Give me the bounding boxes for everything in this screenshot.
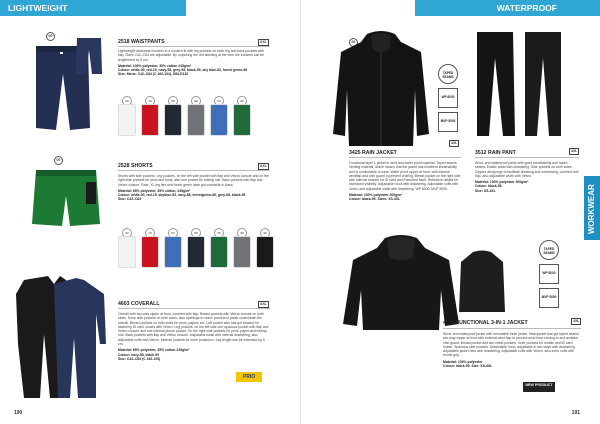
material-text: Material: 100% polyester 200g/m² xyxy=(349,193,403,198)
color-code-dot: 00 xyxy=(122,228,132,238)
color-variant-thumb xyxy=(233,104,251,136)
material-text: Material: 65% polyester, 35% cotton 245g/m² xyxy=(118,348,190,353)
description-text: Functional layer 1 jacket in wind and water proof material. Taped seams. Venting material, which means that the jacket has excellent breathability and is comfortable to wear. Water proof zipper at front, with internal windflap and chin guard to prevent chafing. Breast pocket on the right side with internal bracket for ID card and Extended back. Reflective details for increased visibility. Adjustable hood with drawstring. Adjustable cuffs with Velcro and adjustable waist with drawstring. WP 8000, MVP 5000. xyxy=(349,161,461,191)
product-title: 3512 RAIN PANT xyxy=(475,150,516,156)
functional-jacket-image xyxy=(341,234,463,330)
product-description xyxy=(349,161,463,202)
prio-badge: PRIO xyxy=(236,372,262,382)
rain-jacket-image xyxy=(331,30,431,148)
material-text: Material: 100% polyester xyxy=(443,359,483,364)
size-badge: 4XL xyxy=(573,319,580,323)
category-band xyxy=(0,0,186,16)
color-code-dot: 66 xyxy=(214,228,224,238)
description-text: Overall with two-way zipper at front, covered with flap. Breast pockets with Velcro closure on both sides. Deep side pockets on both sides, also openings to reach pockets in pants underneath the overall. Breast pockets on both sides for pens, papers etc. Left pocket also has got bracket for fastening ID card, closes with Velcro. Leg pockets, on the left side one spacious pocket with flap and Velcro closure and one internal phone pocket. On the right side pockets for pens, paper and folding rule. Back pockets with flap and Velcro closure. Adjustable waist with internal drawstring, also adjustable cuffs with Velcro. Internal pockets for knee protection. Leg length can be extended by 5 cm. xyxy=(118,312,269,347)
description-text: Wind- and waterproof pants with good breathability and taped seams. Elastic waist with drawstring. Side pockets on both sides. Zippers along legs to facilitate dressing and undressing, covered with flap, also adjustable width with Velcro. xyxy=(475,161,579,178)
color-variant-thumb xyxy=(187,104,205,136)
color-variant-thumb xyxy=(233,236,251,268)
divider xyxy=(475,157,579,158)
color-code-dot: 19 xyxy=(145,228,155,238)
color-code-dot: 66 xyxy=(237,96,247,106)
colour-text: Colour: black-99. Size: XS-4XL xyxy=(443,364,493,369)
color-code-dot: 58 xyxy=(191,228,201,238)
colour-text: Colour: navy-58, black-99 xyxy=(118,352,160,357)
product-title: 3425 RAIN JACKET xyxy=(349,150,397,156)
divider xyxy=(118,170,270,171)
size-text: Size: C42–C64 (C 162-194) xyxy=(118,356,161,361)
product-description xyxy=(118,49,270,77)
color-variant-thumb xyxy=(210,104,228,136)
product-description xyxy=(118,174,270,202)
waistpants-back-image xyxy=(74,36,104,76)
colour-text: Colour: black-99. Sizes: XS-4XL xyxy=(349,197,401,202)
material-text: Material: 100% polyester, 35% cotton 245g/m² xyxy=(118,63,192,68)
rain-pant-image xyxy=(473,28,565,140)
inner-jacket-image xyxy=(457,250,507,316)
shorts-image xyxy=(30,166,102,230)
color-variant-thumb xyxy=(118,104,136,136)
taped-seams-icon: TAPED SEAMS xyxy=(438,64,458,84)
color-code-dot: 99 xyxy=(260,228,270,238)
breathability-icon: MVP 5000 xyxy=(539,288,559,308)
product-description xyxy=(443,332,581,368)
waterproof-icon: WP 8000 xyxy=(438,88,458,108)
page-number: 190 xyxy=(14,410,23,416)
color-variant-thumb xyxy=(118,236,136,268)
product-title: 4424 FUNCTIONAL 3-IN-1 JACKET xyxy=(443,320,528,326)
side-tab xyxy=(584,176,600,240)
divider xyxy=(118,46,270,47)
color-code-dot: 00 xyxy=(122,96,132,106)
size-text: Size: Mens: C42–C64 (C 162-194), D84-D120 xyxy=(118,72,189,77)
divider xyxy=(349,157,461,158)
color-code-dot: 58 xyxy=(168,96,178,106)
material-text: Material: 65% polyester, 35% cotton, 245g/m² xyxy=(118,188,191,193)
color-code-dot: 98 xyxy=(237,228,247,238)
color-code-dot: 53 xyxy=(168,228,178,238)
product-tag: 00 xyxy=(349,38,358,47)
product-title: 2528 SHORTS xyxy=(118,163,153,169)
size-badge: XXL xyxy=(260,40,267,44)
size-badge: XXL xyxy=(260,302,267,306)
product-tag: 00 xyxy=(54,156,63,165)
divider xyxy=(443,328,581,329)
size-badge: 4XL xyxy=(451,141,458,145)
color-variant-thumb xyxy=(141,236,159,268)
divider xyxy=(118,308,270,309)
taped-seams-icon: TAPED SEAMS xyxy=(539,240,559,260)
size-text: Size: C42–C64 xyxy=(118,197,142,202)
color-variant-thumb xyxy=(256,236,274,268)
breathability-icon: MVP 5000 xyxy=(438,112,458,132)
size-badge: 4XL xyxy=(571,149,578,153)
colour-text: Colour: black-99. xyxy=(475,184,503,189)
color-variant-thumb xyxy=(164,104,182,136)
product-description xyxy=(118,312,270,361)
coverall-image xyxy=(14,274,110,402)
right-page xyxy=(300,0,600,424)
color-code-dot: 53 xyxy=(214,96,224,106)
size-text: Size: XS-4XL xyxy=(475,188,496,193)
product-title: 2518 WAISTPANTS xyxy=(118,39,165,45)
colour-text: Colour: white-00, red-19, skyblue-53, navy-58, forestgreen-66, grey-98, black-99 xyxy=(118,193,246,198)
product-tag: 00 xyxy=(46,32,55,41)
page-number: 191 xyxy=(571,410,580,416)
color-code-dot: 19 xyxy=(145,96,155,106)
product-description xyxy=(475,161,579,193)
material-text: Material: 100% polyester 200g/m² xyxy=(475,180,529,185)
color-variant-thumb xyxy=(164,236,182,268)
description-text: Wind- and waterproof jacket with removable inner jacket. Main jacket has got taped seams, two-way zipper at front with external wind flap to prevent wind from coming in and ambient chin guard. Breast pocket and two chest pockets. Inner pockets for mobile and ID card holder. Spacious side pockets. Detachable hood, adjustable in two ways with drawstring. Adjustable jacket hem with drawstring. Adjustable cuffs with Velcro, also inner cuffs with thumb grip. xyxy=(443,332,580,358)
description-text: Lightweight workwear trousers in a modern fit with leg pockets on each leg and back pockets with flap. Sizes C42–C64 are adjustable. By unpicking the red stitching at the hem the trousers can be lengthened by 5 cm. xyxy=(118,49,265,62)
product-title: 4603 COVERALL xyxy=(118,301,160,307)
color-variant-thumb xyxy=(210,236,228,268)
waterproof-icon: WP 8000 xyxy=(539,264,559,284)
category-title: WATERPROOF xyxy=(496,3,557,13)
colour-text: Colour: white-00, red-19, navy-58, grey-98, black-99, sky blue-53, forest green-66 xyxy=(118,68,248,73)
size-badge: XXL xyxy=(260,164,267,168)
side-tab-label: WORKWEAR xyxy=(587,184,596,234)
color-variant-thumb xyxy=(141,104,159,136)
color-variant-thumb xyxy=(187,236,205,268)
category-band xyxy=(415,0,600,16)
new-product-badge: NEW PRODUCT xyxy=(523,382,555,392)
color-code-dot: 98 xyxy=(191,96,201,106)
category-title: LIGHTWEIGHT xyxy=(8,3,68,13)
description-text: Shorts with side pockets. Leg pockets, on the left side pocket with flap and Velcro closure and on the right side pockets for pens and tools, also one pocket for folding rule. Back pockets with flap and Velcro closure. Rear: XL leg ties and forest green have got contrasts in black. xyxy=(118,174,269,187)
